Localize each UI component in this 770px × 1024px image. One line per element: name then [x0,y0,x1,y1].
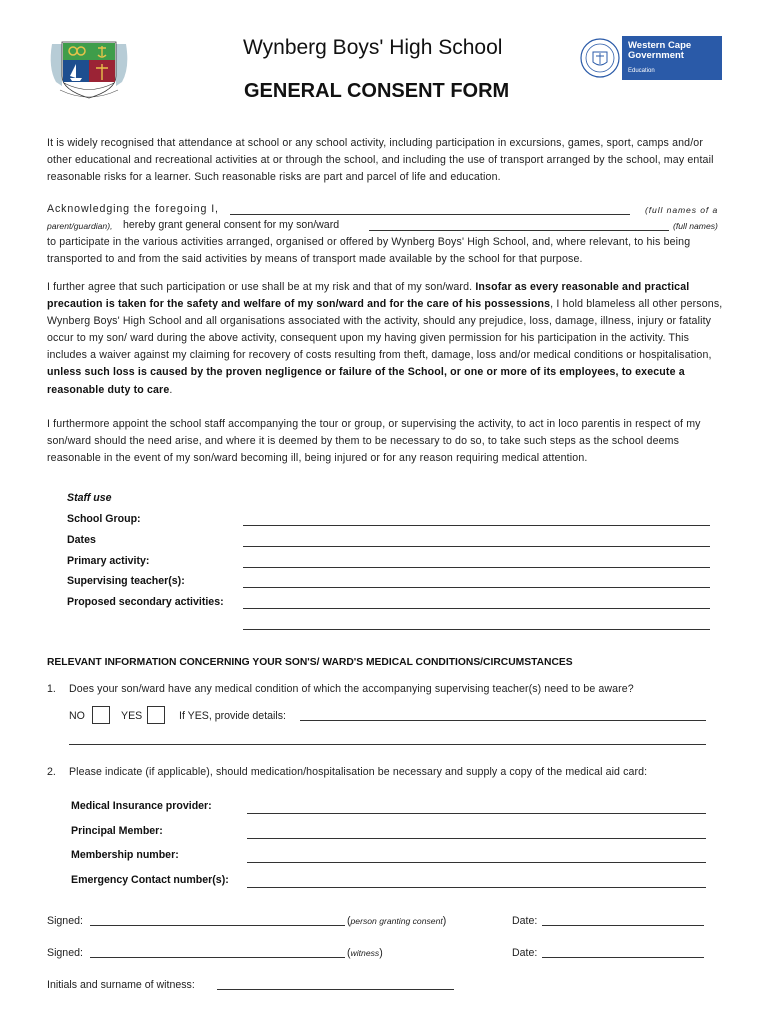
details-line-2[interactable] [69,744,706,745]
consent-date-line[interactable] [542,925,704,926]
no-checkbox[interactable] [92,706,110,724]
dates-label: Dates [67,534,96,546]
secondary-activities-line[interactable] [243,608,710,609]
intro-paragraph: It is widely recognised that attendance at school or any school activity, including participation in excursions, games, sport, camps and/or other educational and recreational activities at or through the school, and including the use of transport arranged by the school, may entail reasonable risks for a learner. Such reasonable risks are part and parcel of life and education. [47,137,714,184]
date-label-2: Date: [512,947,538,959]
school-name: Wynberg Boys' High School [243,36,503,59]
insurance-provider-label: Medical Insurance provider: [71,800,212,812]
ack-text-2: hereby grant general consent for my son/ward [123,219,340,231]
membership-number-label: Membership number: [71,849,179,861]
details-line[interactable] [300,720,706,721]
consent-note-text: person granting consent [350,916,443,926]
principal-member-line[interactable] [247,838,706,839]
dates-line[interactable] [243,546,710,547]
medical-heading: RELEVANT INFORMATION CONCERNING YOUR SON'S/ WARD'S MEDICAL CONDITIONS/CIRCUMSTANCES [47,657,573,668]
q1-text: Does your son/ward have any medical condition of which the accompanying supervising teacher(s) need to be aware? [69,683,634,695]
primary-activity-line[interactable] [243,567,710,568]
witness-signature-line[interactable] [90,957,345,958]
gov-logo-line1: Western Cape [628,40,692,51]
waiver-text-e: . [169,383,173,396]
membership-number-line[interactable] [247,862,706,863]
western-cape-government-logo [578,36,722,80]
yes-label: YES [121,710,143,722]
yes-checkbox[interactable] [147,706,165,724]
ack-note-3: (full names) [673,221,718,231]
signed-label-2: Signed: [47,947,83,959]
if-yes-label: If YES, provide details: [179,710,286,722]
ack-line-1 [47,203,727,217]
staff-use-heading: Staff use [67,492,112,504]
secondary-activities-line-2[interactable] [243,629,710,630]
date-label-1: Date: [512,915,538,927]
witness-date-line[interactable] [542,957,704,958]
supervising-teacher-line[interactable] [243,587,710,588]
waiver-text-d: unless such loss is caused by the proven negligence or failure of the School, or one or more of its employees, to execute a reasonable duty to care [47,366,685,396]
emergency-contact-line[interactable] [247,887,706,888]
ack-paragraph: to participate in the various activities arranged, organised or offered by Wynberg Boys' High School, and, where relevant, to his being transported to and from the said activities by means of transport made available by the school for that purpose. [47,236,691,266]
emergency-contact-label: Emergency Contact number(s): [71,874,229,886]
q2-number: 2. [47,766,56,778]
ack-text-1: Acknowledging the foregoing I, [47,203,219,215]
gov-logo-line3: Education [628,68,655,74]
school-group-line[interactable] [243,525,710,526]
gov-logo-line2: Government [628,50,684,61]
consent-note: (person granting consent) [347,915,447,927]
primary-activity-label: Primary activity: [67,555,150,567]
q1-number: 1. [47,683,56,695]
ack-line-2 [47,219,727,233]
witness-initials-label: Initials and surname of witness: [47,979,195,991]
consent-signature-line[interactable] [90,925,345,926]
parent-name-line[interactable] [230,214,630,215]
waiver-text-a: I further agree that such participation or use shall be at my risk and that of my son/ward. [47,281,473,293]
no-label: NO [69,710,85,722]
ack-note-1: (full names of a [645,205,719,215]
school-crest-logo [46,38,132,102]
supervising-teacher-label: Supervising teacher(s): [67,575,185,587]
witness-initials-line[interactable] [217,989,454,990]
witness-note-text: witness [350,948,380,958]
school-group-label: School Group: [67,513,141,525]
waiver-text-c: , I hold blameless all other persons, Wynberg Boys' High School and all organisations associated with the activity, should any prejudice, loss, damage, illness, injury or fatality occur to my son/ ward during the above activity, consequent upon my having given permission for his participation in the activity. This includes a waiver against my claiming for recovery of costs resulting from theft, damage, loss and/or medical conditions or hospitalisation, [47,298,723,362]
secondary-activities-label: Proposed secondary activities: [67,596,224,608]
waiver-text-b: Insofar as every reasonable and practical precaution is taken for the safety and welfare of my son/ward and for the care of his possessions [47,281,690,311]
q2-text: Please indicate (if applicable), should medication/hospitalisation be necessary and supply a copy of the medical aid card: [69,766,648,778]
signed-label-1: Signed: [47,915,83,927]
witness-note: (witness) [347,947,383,959]
waiver-paragraph [47,279,725,399]
ack-note-2: parent/guardian), [47,221,113,231]
principal-member-label: Principal Member: [71,825,163,837]
form-title: GENERAL CONSENT FORM [244,80,510,102]
son-name-line[interactable] [369,230,669,231]
in-loco-parentis-paragraph: I furthermore appoint the school staff accompanying the tour or group, or supervising the activity, to act in loco parentis in respect of my son/ward should the need arise, and where it is deemed by them to be necessary to do so, to take such steps as the school deems reasonable in the event of my son/ward becoming ill, being injured or for any reason requiring medical attention. [47,418,701,465]
insurance-provider-line[interactable] [247,813,706,814]
